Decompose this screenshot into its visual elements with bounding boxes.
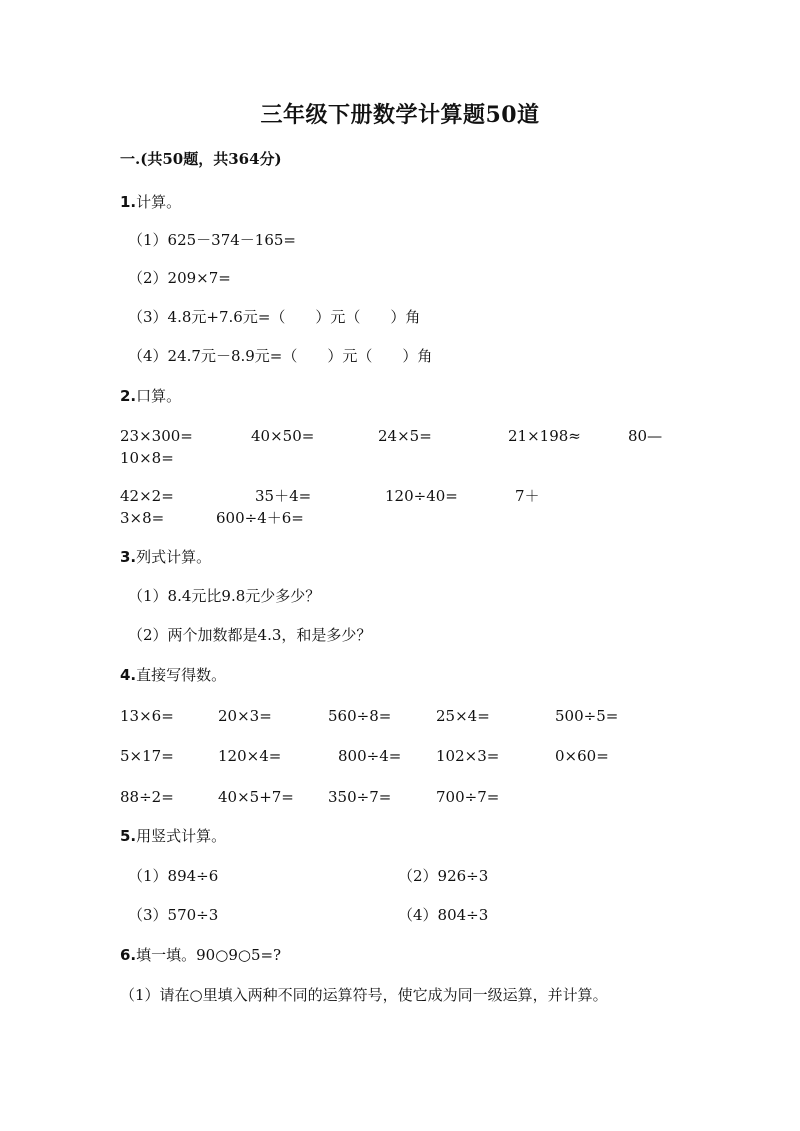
q1-item-4: （4）24.7元－8.9元=（ ）元（ ）角	[128, 347, 433, 365]
question-number: 3.	[120, 548, 137, 566]
q4-expr: 20×3=	[218, 707, 272, 725]
q3-item-1: （1）8.4元比9.8元少多少？	[128, 587, 321, 605]
question-prompt: 计算。	[136, 193, 182, 211]
q5-item-1: （1）894÷6	[128, 867, 219, 885]
q5-item-2: （2）926÷3	[398, 867, 489, 885]
question-5	[120, 826, 226, 846]
question-number: 1.	[120, 193, 137, 211]
question-number: 6.	[120, 946, 137, 964]
question-1	[120, 192, 181, 212]
q4-expr: 5×17=	[120, 747, 174, 765]
question-2	[120, 386, 181, 406]
question-6	[120, 945, 281, 965]
q1-item-3: （3）4.8元+7.6元=（ ）元（ ）角	[128, 308, 421, 326]
q2-expr: 10×8=	[120, 449, 174, 467]
q2-expr: 35＋4=	[255, 487, 312, 505]
question-prompt: 用竖式计算。	[136, 827, 227, 845]
q4-expr: 560÷8=	[328, 707, 392, 725]
q2-expr: 21×198≈	[508, 427, 581, 445]
question-prompt: 口算。	[136, 387, 182, 405]
q4-expr: 88÷2=	[120, 788, 174, 806]
q2-expr: 3×8=	[120, 509, 165, 527]
q4-expr: 700÷7=	[436, 788, 500, 806]
q2-expr: 24×5=	[378, 427, 432, 445]
q2-expr: 42×2=	[120, 487, 174, 505]
page-title: 三年级下册数学计算题50道	[260, 102, 540, 128]
q1-item-1: （1）625－374－165=	[128, 231, 297, 249]
q2-expr: 120÷40=	[385, 487, 458, 505]
q5-item-4: （4）804÷3	[398, 906, 489, 924]
q2-expr: 80—	[628, 427, 663, 445]
question-3	[120, 547, 211, 567]
q4-expr: 102×3=	[436, 747, 500, 765]
q3-item-2: （2）两个加数都是4.3，和是多少？	[128, 626, 372, 644]
question-4	[120, 665, 226, 685]
q6-item-1: （1）请在○里填入两种不同的运算符号，使它成为同一级运算，并计算。	[120, 986, 608, 1004]
q2-expr: 7＋	[515, 487, 540, 505]
q4-expr: 800÷4=	[338, 747, 402, 765]
q5-item-3: （3）570÷3	[128, 906, 219, 924]
question-number: 2.	[120, 387, 137, 405]
q2-expr: 23×300=	[120, 427, 193, 445]
section-heading: 一.(共50题，共364分)	[120, 150, 282, 168]
question-number: 4.	[120, 666, 137, 684]
q4-expr: 350÷7=	[328, 788, 392, 806]
q4-expr: 120×4=	[218, 747, 282, 765]
q1-item-2: （2）209×7=	[128, 269, 231, 287]
q4-expr: 13×6=	[120, 707, 174, 725]
q4-expr: 500÷5=	[555, 707, 619, 725]
q4-expr: 40×5+7=	[218, 788, 294, 806]
question-prompt: 填一填。90○9○5=?	[136, 946, 282, 964]
q2-expr: 40×50=	[251, 427, 315, 445]
q4-expr: 0×60=	[555, 747, 609, 765]
question-prompt: 直接写得数。	[136, 666, 227, 684]
question-number: 5.	[120, 827, 137, 845]
question-prompt: 列式计算。	[136, 548, 212, 566]
q2-expr: 600÷4＋6=	[216, 509, 304, 527]
q4-expr: 25×4=	[436, 707, 490, 725]
